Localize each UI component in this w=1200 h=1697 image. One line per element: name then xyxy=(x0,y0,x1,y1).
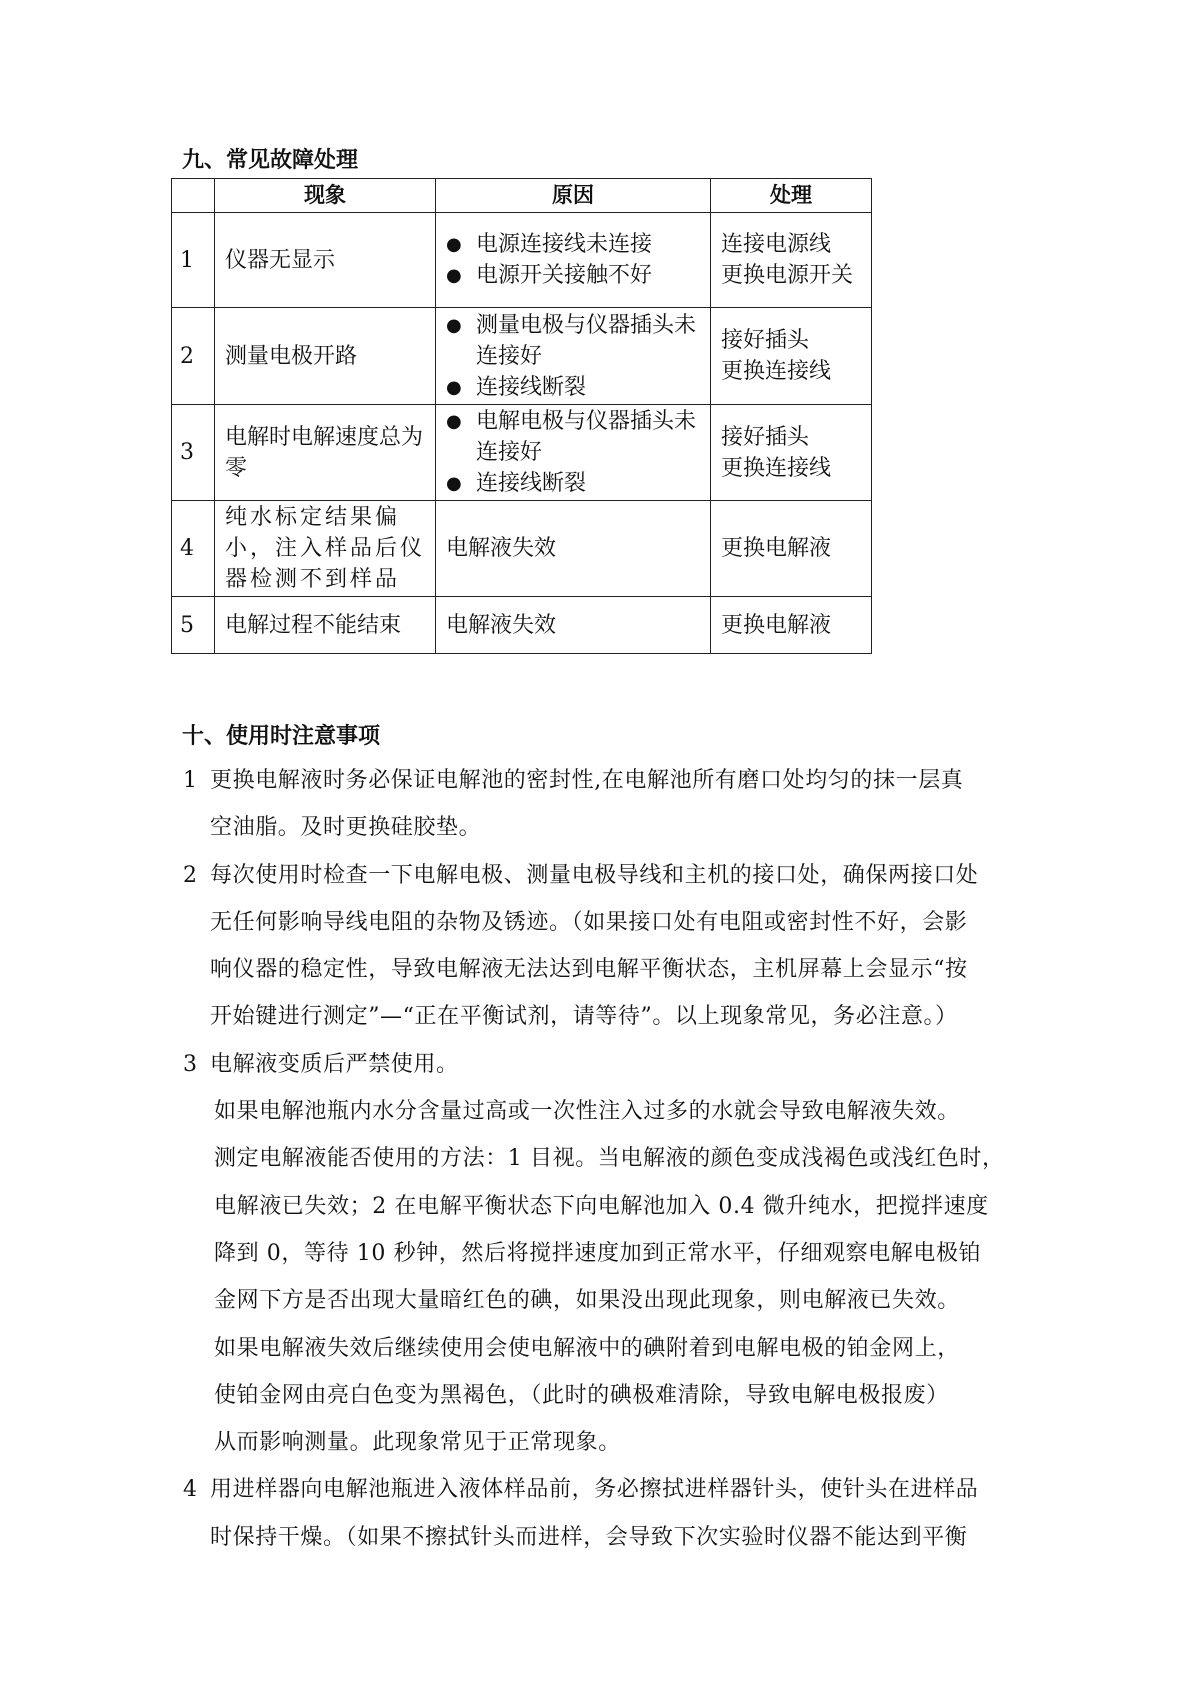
section-9-title: 九、常见故障处理 xyxy=(182,148,359,173)
cause-item xyxy=(446,468,700,499)
table-row xyxy=(172,501,872,597)
bullet-icon: ● xyxy=(446,265,462,286)
cause-cell xyxy=(436,213,711,308)
fix-text: 更换电解液 xyxy=(721,612,832,638)
symptom-cell: 测量电极开路 xyxy=(215,308,436,405)
note-number: 1 xyxy=(183,768,197,793)
note-number: 2 xyxy=(183,863,197,888)
header-fix: 处理 xyxy=(711,179,872,213)
cause-text: 电解电极与仪器插头未连接好 xyxy=(476,409,697,465)
fix-cell xyxy=(711,308,872,405)
note-line: 更换电解液时务必保证电解池的密封性,在电解池所有磨口处均匀的抹一层真 xyxy=(210,768,964,793)
bullet-icon: ● xyxy=(446,376,462,398)
bullet-icon: ● xyxy=(446,314,462,336)
fix-text: 接好插头 xyxy=(721,328,810,353)
note-line: 响仪器的稳定性，导致电解液无法达到电解平衡状态，主机屏幕上会显示“按 xyxy=(210,957,968,982)
cause-text: 电源开关接触不好 xyxy=(476,263,653,288)
fix-text: 接好插头 xyxy=(721,424,810,450)
table-header-row xyxy=(172,179,872,213)
cause-text: 测量电极与仪器插头未连接好 xyxy=(476,312,697,369)
cause-text: 连接线断裂 xyxy=(476,471,587,496)
note-line: 开始键进行测定”—“正在平衡试剂，请等待”。以上现象常见，务必注意。） xyxy=(210,1004,958,1029)
note-line: 无任何影响导线电阻的杂物及锈迹。（如果接口处有电阻或密封性不好，会影 xyxy=(210,910,968,935)
cause-cell xyxy=(436,308,711,405)
table-row xyxy=(172,597,872,654)
header-no xyxy=(172,179,215,213)
bullet-icon: ● xyxy=(446,473,462,494)
cause-text: 电源连接线未连接 xyxy=(476,232,653,257)
fix-cell xyxy=(711,501,872,597)
symptom-cell: 电解过程不能结束 xyxy=(215,597,436,654)
troubleshooting-table xyxy=(171,178,872,654)
note-line: 每次使用时检查一下电解电极、测量电极导线和主机的接口处，确保两接口处 xyxy=(210,863,979,888)
fix-cell xyxy=(711,405,872,501)
cause-item xyxy=(446,229,700,260)
note-paragraph-line: 降到 0，等待 10 秒钟，然后将搅拌速度加到正常水平，仔细观察电解电极铂 xyxy=(214,1241,982,1266)
cause-item xyxy=(446,406,700,468)
fix-text: 更换电源开关 xyxy=(721,263,854,288)
cause-cell xyxy=(436,501,711,597)
fix-text: 更换连接线 xyxy=(721,359,832,384)
cause-item xyxy=(446,372,700,403)
note-number: 3 xyxy=(183,1052,197,1077)
cause-cell xyxy=(436,405,711,501)
note-paragraph-line: 测定电解液能否使用的方法：1 目视。当电解液的颜色变成浅褐色或浅红色时， xyxy=(214,1146,1005,1171)
cause-text: 电解液失效 xyxy=(446,612,557,638)
note-line: 空油脂。及时更换硅胶垫。 xyxy=(210,815,482,840)
row-number: 3 xyxy=(172,405,215,501)
cause-item xyxy=(446,260,700,291)
note-paragraph-line: 电解液已失效；2 在电解平衡状态下向电解池加入 0.4 微升纯水，把搅拌速度 xyxy=(214,1194,989,1219)
note-number: 4 xyxy=(183,1477,197,1502)
fix-text: 连接电源线 xyxy=(721,232,832,257)
note-paragraph-line: 如果电解池瓶内水分含量过高或一次性注入过多的水就会导致电解液失效。 xyxy=(214,1099,960,1124)
table-row xyxy=(172,213,872,308)
note-line: 时保持干燥。（如果不擦拭针头而进样，会导致下次实验时仪器不能达到平衡 xyxy=(210,1525,968,1550)
table-row xyxy=(172,308,872,405)
bullet-icon: ● xyxy=(446,411,462,432)
note-line: 电解液变质后严禁使用。 xyxy=(210,1052,459,1077)
section-10-title: 十、使用时注意事项 xyxy=(182,724,381,749)
symptom-cell: 仪器无显示 xyxy=(215,213,436,308)
fix-text: 更换电解液 xyxy=(721,536,832,561)
note-paragraph-line: 金网下方是否出现大量暗红色的碘，如果没出现此现象，则电解液已失效。 xyxy=(214,1288,960,1313)
note-paragraph-line: 从而影响测量。此现象常见于正常现象。 xyxy=(214,1430,621,1455)
fix-text: 更换连接线 xyxy=(721,455,832,481)
row-number: 4 xyxy=(172,501,215,597)
row-number: 2 xyxy=(172,308,215,405)
note-paragraph-line: 使铂金网由亮白色变为黑褐色，（此时的碘极难清除，导致电解电极报废） xyxy=(214,1383,949,1408)
fix-cell xyxy=(711,213,872,308)
cause-text: 电解液失效 xyxy=(446,536,557,561)
header-cause: 原因 xyxy=(436,179,711,213)
header-symptom: 现象 xyxy=(215,179,436,213)
fix-cell xyxy=(711,597,872,654)
cause-text: 连接线断裂 xyxy=(476,374,587,400)
symptom-cell: 纯水标定结果偏小，注入样品后仪器检测不到样品 xyxy=(215,501,436,597)
note-paragraph-line: 如果电解液失效后继续使用会使电解液中的碘附着到电解电极的铂金网上， xyxy=(214,1336,960,1361)
symptom-cell: 电解时电解速度总为零 xyxy=(215,405,436,501)
row-number: 5 xyxy=(172,597,215,654)
note-line: 用进样器向电解池瓶进入液体样品前，务必擦拭进样器针头，使针头在进样品 xyxy=(210,1477,979,1502)
table-row xyxy=(172,405,872,501)
cause-item xyxy=(446,310,700,372)
row-number: 1 xyxy=(172,213,215,308)
bullet-icon: ● xyxy=(446,234,462,255)
cause-cell xyxy=(436,597,711,654)
